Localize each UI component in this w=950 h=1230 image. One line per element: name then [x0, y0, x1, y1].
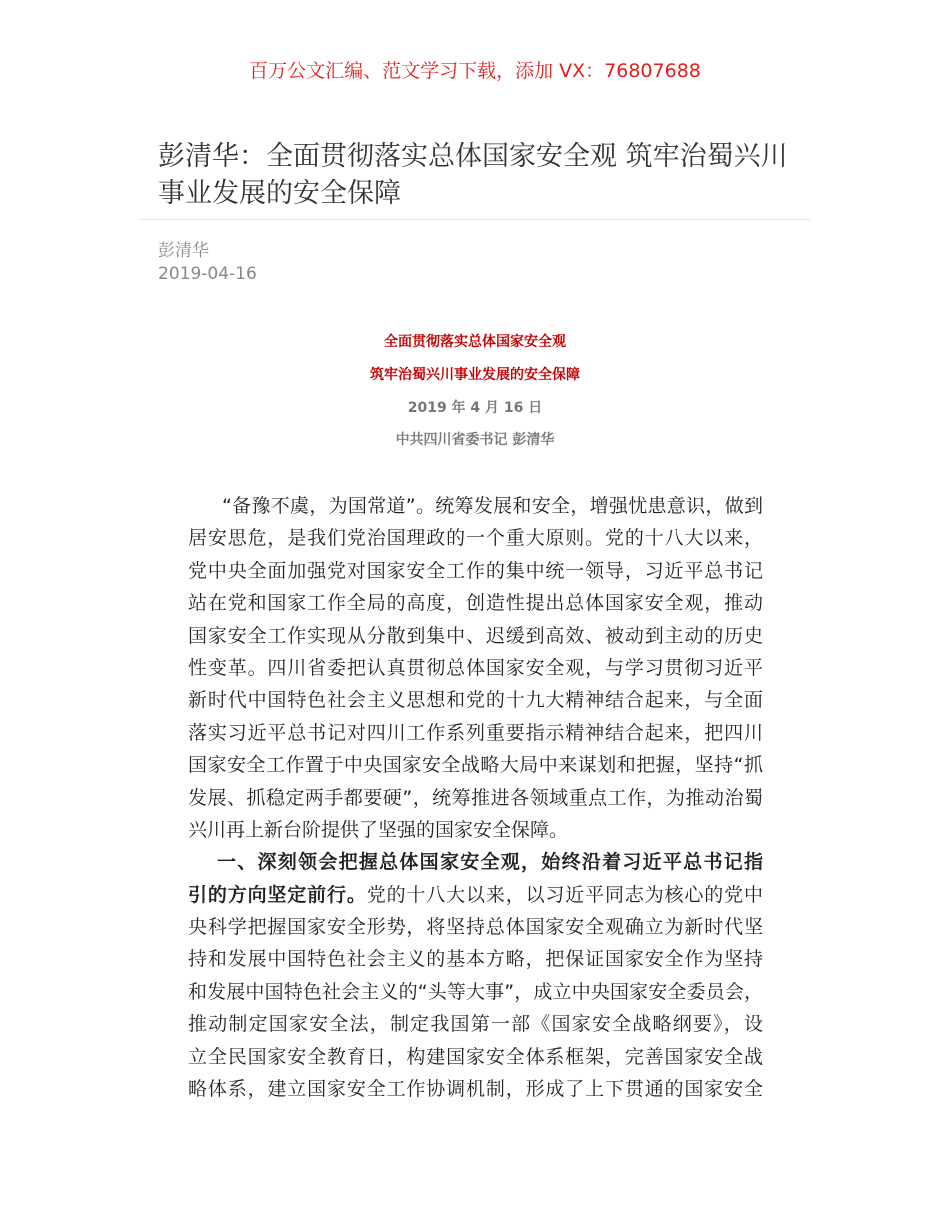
title-line: 事业发展的安全保障	[158, 178, 401, 209]
section-heading: 一、深刻领会把握总体国家安全观，始终沿着习近平总书记指	[217, 851, 763, 874]
body-line: 持和发展中国特色社会主义的基本方略，把保证国家安全作为坚持	[188, 948, 763, 971]
paragraph-2	[188, 846, 763, 1105]
body-line: 国家安全工作实现从分散到集中、迟缓到高效、被动到主动的历史	[188, 624, 763, 647]
body-line: 推动制定国家安全法，制定我国第一部《国家安全战略纲要》，设	[188, 1013, 763, 1036]
body-line	[188, 846, 763, 878]
body-line: “备豫不虞，为国常道”。统筹发展和安全，增强忧患意识，做到	[222, 495, 763, 517]
section-heading: 引的方向坚定前行。	[188, 883, 367, 906]
divider	[140, 219, 810, 220]
body-line	[188, 879, 763, 911]
article-meta	[158, 240, 257, 286]
body-line: 新时代中国特色社会主义思想和党的十九大精神结合起来，与全面	[188, 689, 763, 712]
body-text: 党的十八大以来，以习近平同志为核心的党中	[366, 883, 763, 906]
body-line: 国家安全工作置于中央国家安全战略大局中来谋划和把握，坚持“抓	[188, 754, 763, 777]
body-line: 立全民国家安全教育日，构建国家安全体系框架，完善国家安全战	[188, 1045, 763, 1068]
title-line: 彭清华：全面贯彻落实总体国家安全观 筑牢治蜀兴川	[158, 141, 788, 172]
doc-heading-2: 筑牢治蜀兴川事业发展的安全保障	[370, 367, 580, 383]
doc-heading-1: 全面贯彻落实总体国家安全观	[384, 334, 566, 350]
body-line: 略体系，建立国家安全工作协调机制，形成了上下贯通的国家安全	[188, 1078, 763, 1101]
author-name: 彭清华	[158, 241, 209, 261]
doc-date: 2019 年 4 月 16 日	[407, 400, 543, 416]
body-line: 落实习近平总书记对四川工作系列重要指示精神结合起来，把四川	[188, 721, 763, 744]
body-line: 性变革。四川省委把认真贯彻总体国家安全观，与学习贯彻习近平	[188, 656, 763, 679]
body-line: 和发展中国特色社会主义的“头等大事”，成立中央国家安全委员会，	[188, 980, 763, 1003]
body-line: 发展、抓稳定两手都要硬”，统筹推进各领域重点工作，为推动治蜀	[188, 786, 763, 809]
page-title	[158, 138, 798, 212]
publish-date: 2019-04-16	[158, 264, 257, 284]
watermark-banner: 百万公文汇编、范文学习下载，添加 VX：76807688	[249, 60, 701, 82]
doc-byline: 中共四川省委书记 彭清华	[395, 432, 555, 448]
body-line: 央科学把握国家安全形势，将坚持总体国家安全观确立为新时代坚	[188, 916, 763, 939]
body-line: 居安思危，是我们党治国理政的一个重大原则。党的十八大以来，	[188, 527, 763, 550]
paragraph-1	[188, 490, 763, 846]
article-body	[188, 490, 763, 1105]
body-line: 党中央全面加强党对国家安全工作的集中统一领导，习近平总书记	[188, 559, 763, 582]
body-line: 站在党和国家工作全局的高度，创造性提出总体国家安全观，推动	[188, 592, 763, 615]
body-line: 兴川再上新台阶提供了坚强的国家安全保障。	[188, 818, 569, 841]
